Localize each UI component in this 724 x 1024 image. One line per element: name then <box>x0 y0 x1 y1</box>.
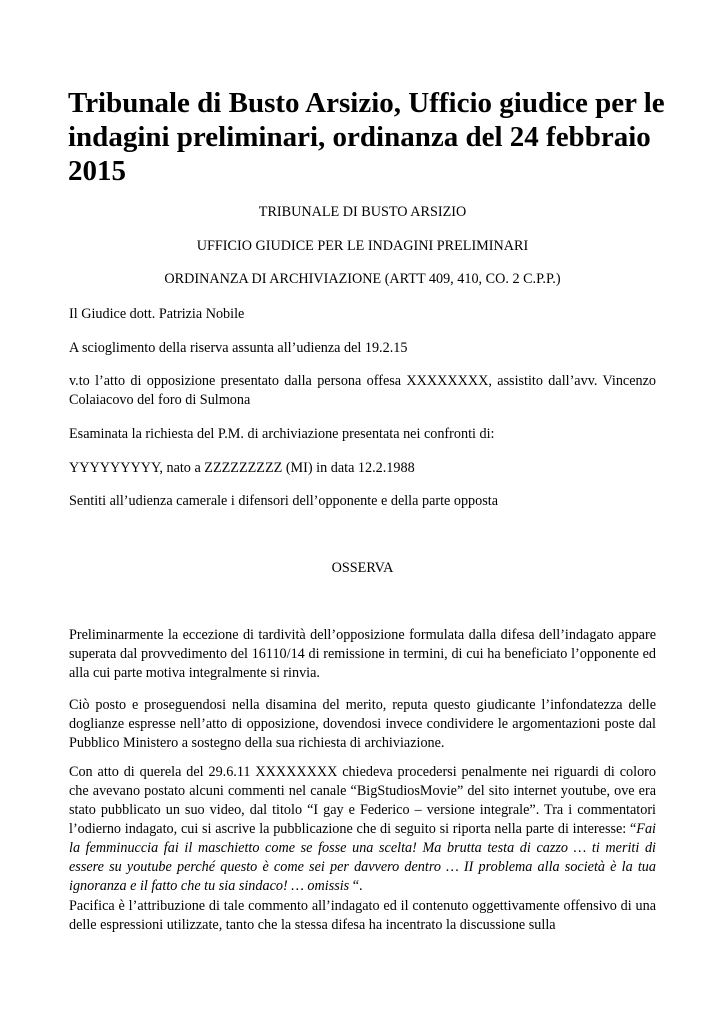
quote-paragraph-before: Con atto di querela del 29.6.11 XXXXXXXX chiedeva procedersi penalmente nei riguardi di coloro che avevano postato alcuni commenti nel canale “BigStudiosMovie” del sito internet youtube, ove era stato pubblicato un suo video, dal titolo “I gay e Federico – versione integrale”. Tra i commentatori l’odierno indagato, cui si ascrive la pubblicazione che di seguito si riporta nella parte di interesse: “ <box>69 764 656 837</box>
office-heading: UFFICIO GIUDICE PER LE INDAGINI PRELIMINARI <box>196 238 529 254</box>
court-name-heading: TRIBUNALE DI BUSTO ARSIZIO <box>258 204 467 220</box>
hearing-line: A scioglimento della riserva assunta all’udienza del 19.2.15 <box>69 340 408 356</box>
quote-paragraph-after: “. <box>349 878 363 894</box>
section-heading-osserva: OSSERVA <box>331 560 394 576</box>
hearing-defenders-line: Sentiti all’udienza camerale i difensori dell’opponente e della parte opposta <box>69 493 499 509</box>
opposition-paragraph: v.to l’atto di opposizione presentato dalla persona offesa XXXXXXXX, assistito dall’avv. Vincenzo Colaiacovo del foro di Sulmona <box>69 373 656 408</box>
body-paragraph-last: Pacifica è l’attribuzione di tale commento all’indagato ed il contenuto oggettivamente offensivo di una delle espressioni utilizzate, tanto che la stessa difesa ha incentrato la discussione sulla <box>69 898 656 933</box>
body-paragraph-2: Ciò posto e proseguendosi nella disamina del merito, reputa questo giudicante l’infondatezza delle doglianze espresse nell’atto di opposizione, dovendosi invece condividere le argomentazioni poste dal Pubblico Ministero a sostegno della sua richiesta di archiviazione. <box>69 697 656 751</box>
accused-line: YYYYYYYYY, nato a ZZZZZZZZZ (MI) in data 12.2.1988 <box>69 460 415 476</box>
document-title: Tribunale di Busto Arsizio, Ufficio giudice per le indagini preliminari, ordinanza del 24 febbraio 2015 <box>68 87 665 187</box>
order-type-heading: ORDINANZA DI ARCHIVIAZIONE (ARTT 409, 410, CO. 2 C.P.P.) <box>164 271 561 287</box>
quoted-comment: Fai la femminuccia fai il maschietto come se fosse una scelta! Ma brutta testa di cazzo … ti meriti di essere su youtube perché questo è come sei per davvero dentro … II problema alla società è la tua ignoranza e il fatto che tu sia sindaco! … omissis <box>69 821 656 894</box>
quote-paragraph <box>69 763 656 896</box>
request-line: Esaminata la richiesta del P.M. di archiviazione presentata nei confronti di: <box>69 426 495 442</box>
judge-line: Il Giudice dott. Patrizia Nobile <box>69 306 245 322</box>
body-paragraph-1: Preliminarmente la eccezione di tardività dell’opposizione formulata dalla difesa dell’indagato appare superata dal provvedimento del 16110/14 di remissione in termini, di cui ha beneficiato l’opponente ed alla cui parte motiva integralmente si rinvia. <box>69 627 656 681</box>
